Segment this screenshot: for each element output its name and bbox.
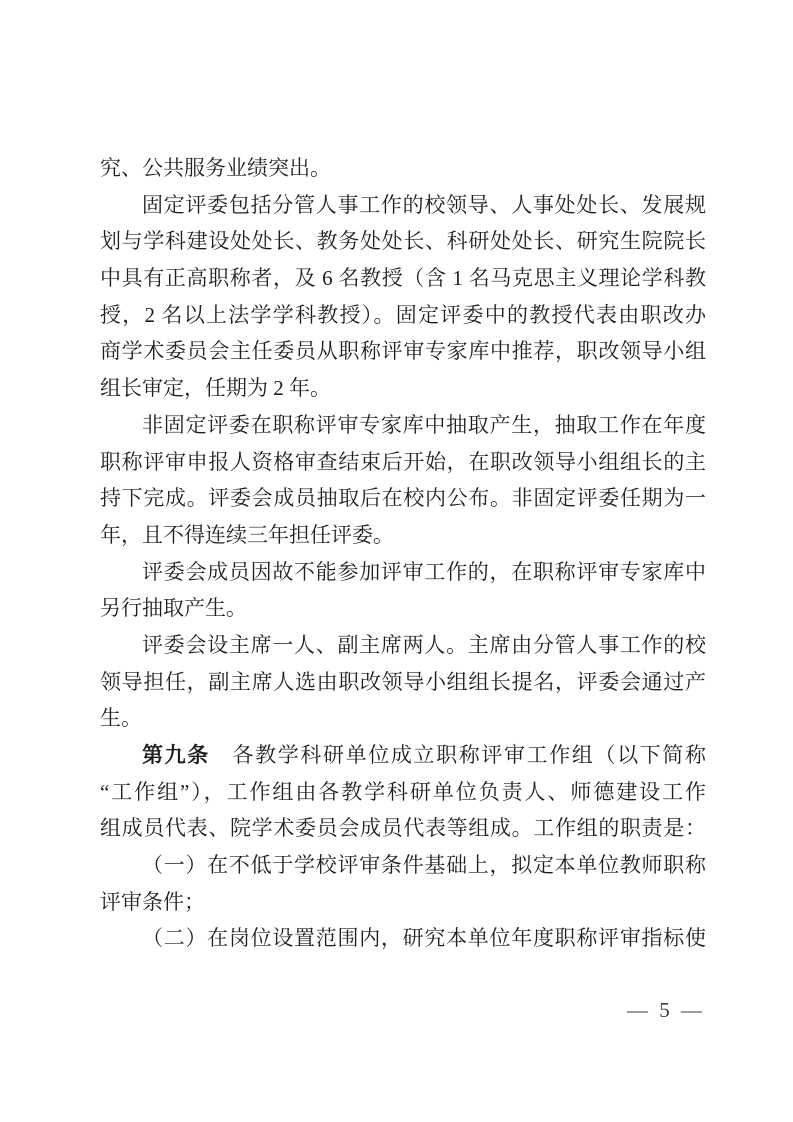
- text-segment: 授，2 名以上法学学科教授）。固定评委中的教授代表由职改办: [100, 302, 706, 327]
- document-body: [100, 150, 706, 957]
- text-line: [100, 664, 706, 701]
- text-line: [100, 444, 706, 481]
- text-line: [100, 590, 706, 627]
- text-segment: 划与学科建设处处长、教务处处长、科研处处长、研究生院院长: [100, 229, 706, 254]
- text-line: [100, 847, 706, 884]
- text-line: [100, 370, 706, 407]
- text-segment: 另行抽取产生。: [100, 596, 247, 621]
- text-segment: 组长审定，任期为 2 年。: [100, 376, 331, 401]
- text-segment: 固定评委包括分管人事工作的校领导、人事处处长、发展规: [142, 192, 706, 217]
- article-heading: 第九条: [142, 743, 210, 767]
- text-segment: 生。: [100, 706, 142, 731]
- text-segment: 评审条件；: [100, 889, 205, 914]
- text-segment: 职称评审申报人资格审查结束后开始，在职改领导小组组长的主: [100, 449, 706, 474]
- text-line: [100, 700, 706, 737]
- text-line: [100, 554, 706, 591]
- text-segment: 年，且不得连续三年担任评委。: [100, 522, 394, 547]
- text-segment: 评委会设主席一人、副主席两人。主席由分管人事工作的校: [142, 632, 706, 657]
- text-segment: 评委会成员因故不能参加评审工作的，在职称评审专家库中: [142, 559, 706, 584]
- text-segment: 究、公共服务业绩突出。: [100, 156, 331, 180]
- text-segment: （二）在岗位设置范围内，研究本单位年度职称评审指标使: [142, 926, 706, 951]
- text-line: [100, 260, 706, 297]
- text-line: [100, 333, 706, 370]
- text-line: [100, 517, 706, 554]
- text-line: [100, 627, 706, 664]
- text-segment: “工作组”），工作组由各教学科研单位负责人、师德建设工作: [100, 779, 706, 804]
- text-segment: 非固定评委在职称评审专家库中抽取产生，抽取工作在年度: [142, 412, 706, 437]
- text-segment: 各教学科研单位成立职称评审工作组（以下简称: [209, 743, 706, 767]
- text-segment: 持下完成。评委会成员抽取后在校内公布。非固定评委任期为一: [100, 486, 706, 511]
- text-line: [100, 480, 706, 517]
- text-line: [100, 297, 706, 334]
- text-segment: 商学术委员会主任委员从职称评审专家库中推荐，职改领导小组: [100, 339, 706, 364]
- page-number: — 5 —: [627, 998, 705, 1022]
- text-line: [100, 150, 706, 187]
- text-line: [100, 187, 706, 224]
- text-line: [100, 884, 706, 921]
- text-segment: 领导担任，副主席人选由职改领导小组组长提名，评委会通过产: [100, 669, 706, 694]
- text-line: [100, 737, 706, 774]
- text-line: [100, 223, 706, 260]
- text-segment: （一）在不低于学校评审条件基础上，拟定本单位教师职称: [142, 853, 706, 878]
- text-line: [100, 810, 706, 847]
- text-line: [100, 920, 706, 957]
- text-line: [100, 407, 706, 444]
- text-line: [100, 774, 706, 811]
- text-segment: 组成员代表、院学术委员会成员代表等组成。工作组的职责是：: [100, 816, 706, 841]
- text-segment: 中具有正高职称者，及 6 名教授（含 1 名马克思主义理论学科教: [100, 266, 706, 291]
